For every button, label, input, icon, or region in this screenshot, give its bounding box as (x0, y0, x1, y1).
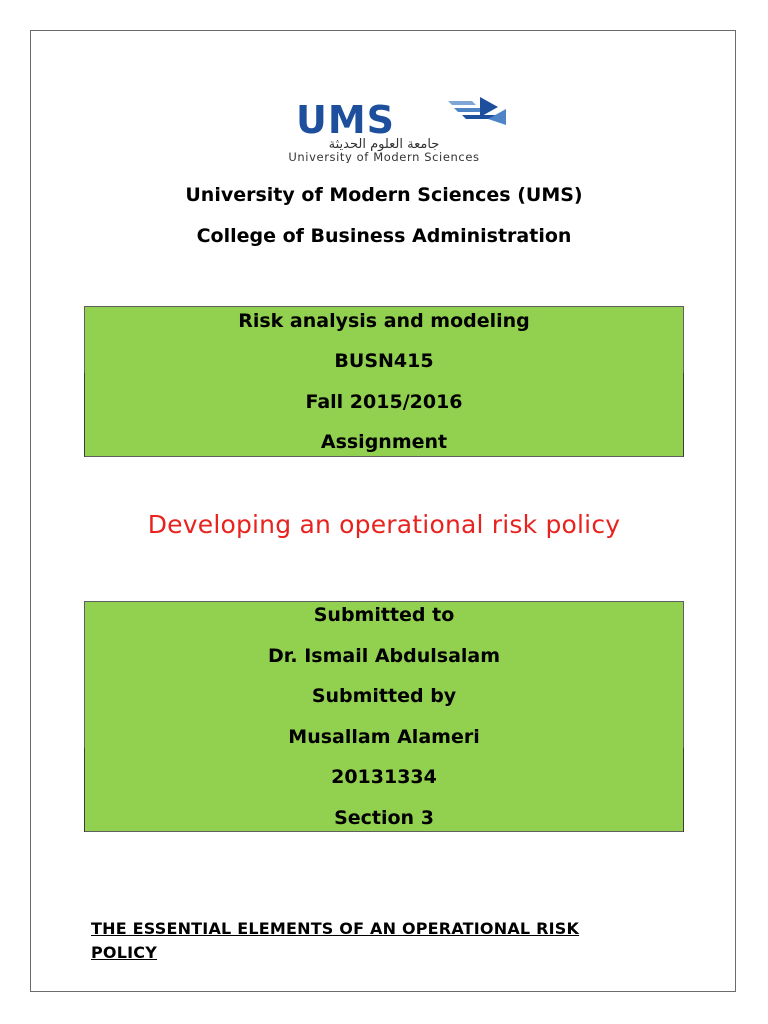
document-title: Developing an operational risk policy (147, 510, 621, 539)
student-name: Musallam Alameri (288, 726, 480, 748)
course-code: BUSN415 (334, 350, 434, 372)
course-info-box (84, 306, 684, 457)
box-edge-right (683, 748, 684, 832)
course-term: Fall 2015/2016 (305, 391, 463, 413)
logo-arabic-name: جامعة العلوم الحديثة (328, 137, 440, 152)
logo-arrows-icon (448, 97, 506, 125)
section-number: Section 3 (334, 807, 434, 829)
section-heading-line2: POLICY (91, 943, 158, 962)
logo-wordmark: UMS (296, 98, 396, 142)
section-heading-line1: THE ESSENTIAL ELEMENTS OF AN OPERATIONAL RISK (91, 919, 580, 938)
logo-english-name: University of Modern Sciences (288, 150, 480, 163)
document-type: Assignment (320, 431, 448, 453)
course-title: Risk analysis and modeling (238, 310, 530, 332)
student-id: 20131334 (331, 766, 437, 788)
submitted-to-label: Submitted to (313, 604, 455, 626)
university-name: University of Modern Sciences (UMS) (185, 184, 583, 206)
instructor-name: Dr. Ismail Abdulsalam (267, 645, 501, 667)
submission-box (84, 601, 684, 832)
college-name: College of Business Administration (196, 225, 572, 247)
submitted-by-label: Submitted by (311, 685, 457, 707)
ums-logo (236, 95, 532, 163)
box-edge-right (683, 373, 684, 457)
section-heading (91, 917, 651, 965)
